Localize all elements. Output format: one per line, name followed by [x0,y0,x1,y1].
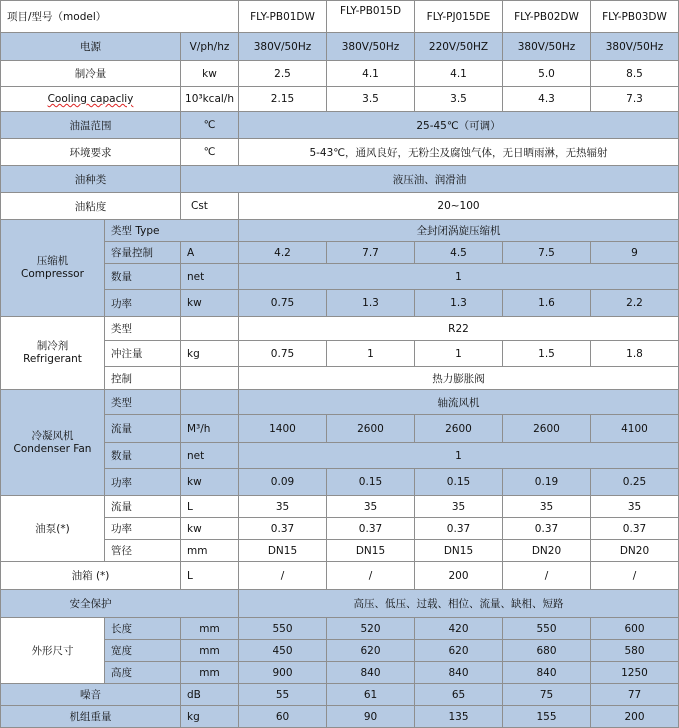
compressor-power-label: 功率 [105,290,181,317]
refrigerant-control-value: 热力膨胀阀 [239,367,679,390]
cooling-kw-row [1,61,679,87]
compressor-power-v3: 1.3 [415,290,503,317]
oil-pump-power-label: 功率 [105,518,181,540]
oil-pump-flow-v5: 35 [591,496,679,518]
compressor-type-value: 全封闭涡旋压缩机 [239,220,679,242]
dim-width-label: 宽度 [105,640,181,662]
safety-value: 高压、低压、过载、相位、流量、缺相、短路 [239,590,679,618]
dim-length-row [1,618,679,640]
dim-length-v5: 600 [591,618,679,640]
noise-label: 噪音 [1,684,181,706]
oil-temp-unit: ℃ [181,112,239,139]
cooling-kcal-label: Cooling capacliy [1,87,181,112]
cooling-kcal-v4: 4.3 [503,87,591,112]
refrigerant-type-value: R22 [239,317,679,341]
condenser-group-label [1,390,105,496]
weight-v1: 60 [239,706,327,728]
oil-tank-v2: / [327,562,415,590]
environment-unit: ℃ [181,139,239,166]
oil-type-value: 液压油、润滑油 [181,166,679,193]
oil-pump-pipe-label: 管径 [105,540,181,562]
model-3: FLY-PJ015DE [415,1,503,33]
header-label: 项目/型号（model） [1,1,239,33]
power-v3: 220V/50HZ [415,33,503,61]
condenser-power-v4: 0.19 [503,469,591,496]
cooling-kw-v2: 4.1 [327,61,415,87]
safety-row [1,590,679,618]
compressor-group-label [1,220,105,317]
condenser-flow-v4: 2600 [503,415,591,443]
dim-length-v3: 420 [415,618,503,640]
dim-height-v3: 840 [415,662,503,684]
dim-length-v1: 550 [239,618,327,640]
weight-v3: 135 [415,706,503,728]
noise-v2: 61 [327,684,415,706]
oil-pump-power-unit: kw [181,518,239,540]
oil-tank-row [1,562,679,590]
dimensions-label: 外形尺寸 [1,618,105,684]
compressor-capacity-v2: 7.7 [327,242,415,264]
dim-width-v5: 580 [591,640,679,662]
viscosity-row [1,193,679,220]
oil-tank-v4: / [503,562,591,590]
dim-width-v3: 620 [415,640,503,662]
cooling-kw-v1: 2.5 [239,61,327,87]
compressor-capacity-v4: 7.5 [503,242,591,264]
oil-pump-flow-unit: L [181,496,239,518]
compressor-capacity-v5: 9 [591,242,679,264]
model-2: FLY-PB015D [327,1,415,33]
refrigerant-control-label: 控制 [105,367,181,390]
condenser-power-label: 功率 [105,469,181,496]
refrigerant-charge-v1: 0.75 [239,341,327,367]
condenser-flow-label: 流量 [105,415,181,443]
weight-row [1,706,679,728]
cooling-kw-v4: 5.0 [503,61,591,87]
condenser-power-unit: kw [181,469,239,496]
cooling-kcal-unit: 10³kcal/h [181,87,239,112]
safety-label: 安全保护 [1,590,239,618]
compressor-label-cn: 压缩机 [36,255,69,267]
cooling-kw-v3: 4.1 [415,61,503,87]
cooling-kw-label: 制冷量 [1,61,181,87]
oil-pump-power-v1: 0.37 [239,518,327,540]
dim-height-label: 高度 [105,662,181,684]
refrigerant-type-label: 类型 [105,317,181,341]
refrigerant-label-cn: 制冷剂 [36,340,69,352]
compressor-capacity-v3: 4.5 [415,242,503,264]
dim-length-label: 长度 [105,618,181,640]
oil-pump-power-v4: 0.37 [503,518,591,540]
dim-width-unit: mm [181,640,239,662]
oil-temp-value: 25-45℃（可调） [239,112,679,139]
power-v4: 380V/50Hz [503,33,591,61]
condenser-type-row [1,390,679,415]
condenser-power-v2: 0.15 [327,469,415,496]
oil-temp-row [1,112,679,139]
condenser-label-en: Condenser Fan [13,442,92,455]
oil-type-label: 油种类 [1,166,181,193]
cooling-kcal-v3: 3.5 [415,87,503,112]
weight-unit: kg [181,706,239,728]
compressor-qty-unit: net [181,264,239,290]
oil-pump-flow-v1: 35 [239,496,327,518]
power-label: 电源 [1,33,181,61]
oil-tank-v3: 200 [415,562,503,590]
compressor-power-v4: 1.6 [503,290,591,317]
oil-pump-label: 油泵(*) [1,496,105,562]
oil-pump-pipe-v1: DN15 [239,540,327,562]
cooling-kw-unit: kw [181,61,239,87]
compressor-power-v1: 0.75 [239,290,327,317]
oil-pump-pipe-v4: DN20 [503,540,591,562]
refrigerant-charge-unit: kg [181,341,239,367]
oil-pump-flow-v2: 35 [327,496,415,518]
oil-pump-flow-row [1,496,679,518]
oil-pump-pipe-v3: DN15 [415,540,503,562]
dim-height-unit: mm [181,662,239,684]
condenser-power-v5: 0.25 [591,469,679,496]
refrigerant-group-label [1,317,105,390]
refrigerant-charge-v2: 1 [327,341,415,367]
cooling-kcal-v1: 2.15 [239,87,327,112]
weight-v4: 155 [503,706,591,728]
power-v5: 380V/50Hz [591,33,679,61]
condenser-flow-v3: 2600 [415,415,503,443]
dim-height-v2: 840 [327,662,415,684]
noise-v4: 75 [503,684,591,706]
compressor-power-v5: 2.2 [591,290,679,317]
refrigerant-type-row [1,317,679,341]
oil-pump-pipe-v5: DN20 [591,540,679,562]
weight-v5: 200 [591,706,679,728]
cooling-kw-v5: 8.5 [591,61,679,87]
oil-pump-pipe-unit: mm [181,540,239,562]
environment-label: 环境要求 [1,139,181,166]
noise-v5: 77 [591,684,679,706]
weight-label: 机组重量 [1,706,181,728]
compressor-type-label: 类型 Type [105,220,239,242]
header-row [1,1,679,33]
condenser-qty-label: 数量 [105,443,181,469]
compressor-capacity-unit: A [181,242,239,264]
model-1: FLY-PB01DW [239,1,327,33]
cooling-kcal-v2: 3.5 [327,87,415,112]
compressor-power-unit: kw [181,290,239,317]
oil-tank-label: 油箱 (*) [1,562,181,590]
viscosity-unit: Cst [181,193,239,220]
compressor-power-v2: 1.3 [327,290,415,317]
compressor-qty-value: 1 [239,264,679,290]
compressor-capacity-label: 容量控制 [105,242,181,264]
condenser-power-v1: 0.09 [239,469,327,496]
weight-v2: 90 [327,706,415,728]
oil-tank-v5: / [591,562,679,590]
oil-pump-power-v3: 0.37 [415,518,503,540]
power-v1: 380V/50Hz [239,33,327,61]
dim-length-unit: mm [181,618,239,640]
condenser-qty-value: 1 [239,443,679,469]
viscosity-label: 油粘度 [1,193,181,220]
noise-row [1,684,679,706]
oil-tank-v1: / [239,562,327,590]
condenser-type-label: 类型 [105,390,181,415]
oil-pump-power-v2: 0.37 [327,518,415,540]
condenser-power-v3: 0.15 [415,469,503,496]
dim-height-v1: 900 [239,662,327,684]
dim-width-v4: 680 [503,640,591,662]
viscosity-value: 20~100 [239,193,679,220]
condenser-flow-v2: 2600 [327,415,415,443]
condenser-label-cn: 冷凝风机 [31,429,74,442]
compressor-label-en: Compressor [21,268,84,280]
oil-pump-flow-v4: 35 [503,496,591,518]
refrigerant-charge-v4: 1.5 [503,341,591,367]
oil-temp-label: 油温范围 [1,112,181,139]
oil-pump-pipe-v2: DN15 [327,540,415,562]
oil-pump-power-v5: 0.37 [591,518,679,540]
dim-height-v4: 840 [503,662,591,684]
power-v2: 380V/50Hz [327,33,415,61]
oil-pump-flow-v3: 35 [415,496,503,518]
oil-type-row [1,166,679,193]
dim-width-v1: 450 [239,640,327,662]
refrigerant-charge-v3: 1 [415,341,503,367]
noise-v1: 55 [239,684,327,706]
oil-pump-flow-label: 流量 [105,496,181,518]
noise-v3: 65 [415,684,503,706]
dim-height-v5: 1250 [591,662,679,684]
condenser-flow-v1: 1400 [239,415,327,443]
model-4: FLY-PB02DW [503,1,591,33]
compressor-type-row [1,220,679,242]
oil-tank-unit: L [181,562,239,590]
condenser-qty-unit: net [181,443,239,469]
environment-value: 5-43℃，通风良好，无粉尘及腐蚀气体，无日晒雨淋，无热辐射 [239,139,679,166]
refrigerant-label-en: Refrigerant [23,353,82,365]
cooling-kcal-row [1,87,679,112]
dim-length-v4: 550 [503,618,591,640]
dim-length-v2: 520 [327,618,415,640]
refrigerant-charge-v5: 1.8 [591,341,679,367]
compressor-qty-label: 数量 [105,264,181,290]
model-5: FLY-PB03DW [591,1,679,33]
environment-row [1,139,679,166]
refrigerant-charge-label: 冲注量 [105,341,181,367]
condenser-flow-unit: M³/h [181,415,239,443]
cooling-kcal-v5: 7.3 [591,87,679,112]
power-unit: V/ph/hz [181,33,239,61]
power-row [1,33,679,61]
noise-unit: dB [181,684,239,706]
condenser-flow-v5: 4100 [591,415,679,443]
dim-width-v2: 620 [327,640,415,662]
condenser-type-value: 轴流风机 [239,390,679,415]
compressor-capacity-v1: 4.2 [239,242,327,264]
